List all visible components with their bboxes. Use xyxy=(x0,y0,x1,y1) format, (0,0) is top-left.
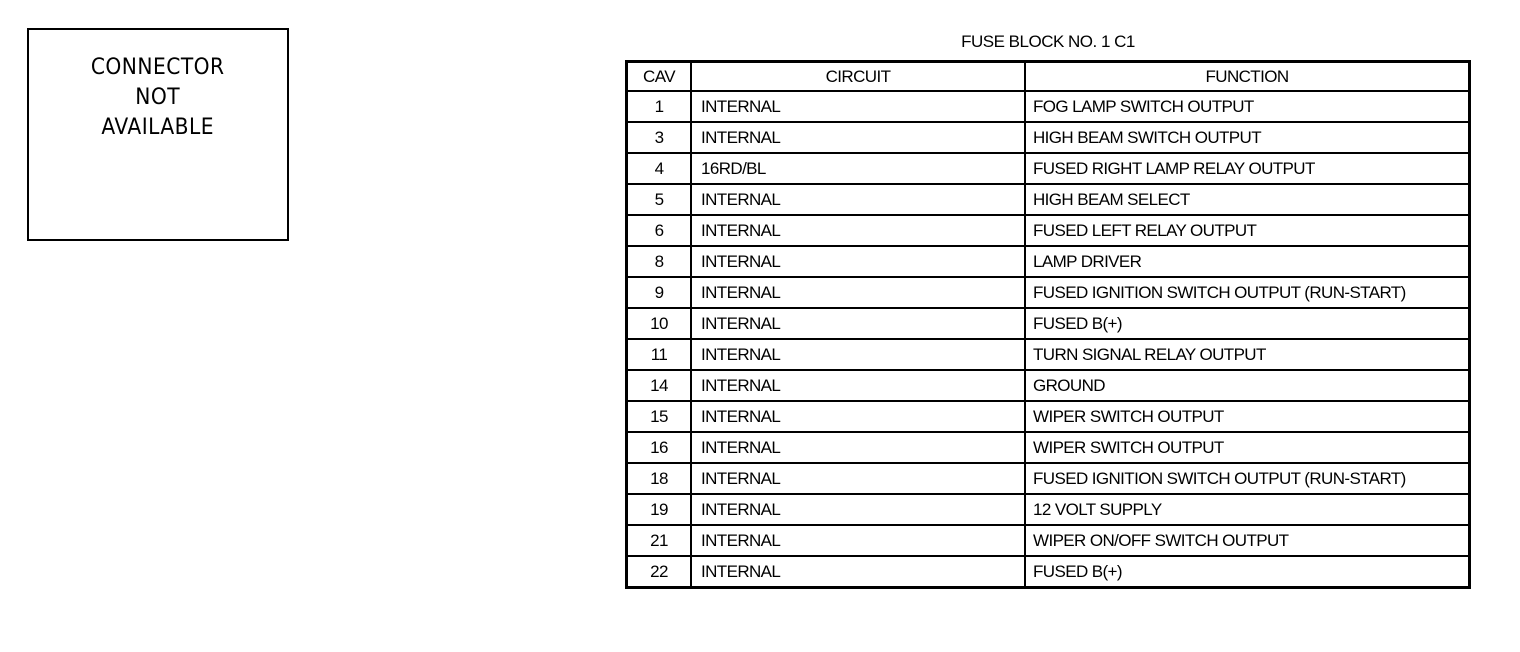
cav-cell: 10 xyxy=(627,308,692,339)
cav-cell: 3 xyxy=(627,122,692,153)
header-function: FUNCTION xyxy=(1025,62,1470,92)
cav-cell: 8 xyxy=(627,246,692,277)
circuit-cell: INTERNAL xyxy=(691,215,1025,246)
table-row xyxy=(627,463,1470,494)
function-cell: WIPER SWITCH OUTPUT xyxy=(1025,432,1470,463)
table-row xyxy=(627,370,1470,401)
circuit-cell: INTERNAL xyxy=(691,463,1025,494)
cav-cell: 15 xyxy=(627,401,692,432)
circuit-cell: INTERNAL xyxy=(691,401,1025,432)
cav-cell: 18 xyxy=(627,463,692,494)
circuit-cell: INTERNAL xyxy=(691,308,1025,339)
cav-cell: 1 xyxy=(627,91,692,122)
cav-cell: 19 xyxy=(627,494,692,525)
table-row xyxy=(627,525,1470,556)
cav-cell: 22 xyxy=(627,556,692,588)
placeholder-line: CONNECTOR xyxy=(91,54,225,80)
table-row xyxy=(627,184,1470,215)
connector-placeholder xyxy=(27,28,289,241)
function-cell: FUSED LEFT RELAY OUTPUT xyxy=(1025,215,1470,246)
table-row xyxy=(627,246,1470,277)
table-row xyxy=(627,277,1470,308)
table-body xyxy=(627,91,1470,588)
circuit-cell: INTERNAL xyxy=(691,277,1025,308)
function-cell: FUSED RIGHT LAMP RELAY OUTPUT xyxy=(1025,153,1470,184)
table-row xyxy=(627,556,1470,588)
table-row xyxy=(627,153,1470,184)
circuit-cell: INTERNAL xyxy=(691,370,1025,401)
circuit-cell: INTERNAL xyxy=(691,246,1025,277)
circuit-cell: INTERNAL xyxy=(691,494,1025,525)
header-cav: CAV xyxy=(627,62,692,92)
circuit-cell: INTERNAL xyxy=(691,122,1025,153)
table-row xyxy=(627,432,1470,463)
function-cell: LAMP DRIVER xyxy=(1025,246,1470,277)
circuit-cell: INTERNAL xyxy=(691,525,1025,556)
table-title: FUSE BLOCK NO. 1 C1 xyxy=(961,32,1135,51)
function-cell: GROUND xyxy=(1025,370,1470,401)
function-cell: FUSED B(+) xyxy=(1025,556,1470,588)
placeholder-line: NOT xyxy=(135,84,181,110)
connector-not-available-text xyxy=(91,53,225,143)
cav-cell: 5 xyxy=(627,184,692,215)
placeholder-line: AVAILABLE xyxy=(101,114,215,140)
cav-cell: 21 xyxy=(627,525,692,556)
function-cell: FUSED IGNITION SWITCH OUTPUT (RUN-START) xyxy=(1025,277,1470,308)
function-cell: HIGH BEAM SELECT xyxy=(1025,184,1470,215)
cav-cell: 6 xyxy=(627,215,692,246)
function-cell: WIPER ON/OFF SWITCH OUTPUT xyxy=(1025,525,1470,556)
circuit-cell: INTERNAL xyxy=(691,339,1025,370)
function-cell: 12 VOLT SUPPLY xyxy=(1025,494,1470,525)
function-cell: FUSED B(+) xyxy=(1025,308,1470,339)
circuit-cell: 16RD/BL xyxy=(691,153,1025,184)
circuit-cell: INTERNAL xyxy=(691,432,1025,463)
table-row xyxy=(627,91,1470,122)
cav-cell: 9 xyxy=(627,277,692,308)
table-row xyxy=(627,122,1470,153)
cav-cell: 16 xyxy=(627,432,692,463)
table-row xyxy=(627,494,1470,525)
function-cell: WIPER SWITCH OUTPUT xyxy=(1025,401,1470,432)
function-cell: FUSED IGNITION SWITCH OUTPUT (RUN-START) xyxy=(1025,463,1470,494)
function-cell: TURN SIGNAL RELAY OUTPUT xyxy=(1025,339,1470,370)
table-row xyxy=(627,215,1470,246)
table-row xyxy=(627,308,1470,339)
circuit-cell: INTERNAL xyxy=(691,91,1025,122)
cav-cell: 4 xyxy=(627,153,692,184)
function-cell: HIGH BEAM SWITCH OUTPUT xyxy=(1025,122,1470,153)
cav-cell: 14 xyxy=(627,370,692,401)
circuit-cell: INTERNAL xyxy=(691,184,1025,215)
table-row xyxy=(627,339,1470,370)
function-cell: FOG LAMP SWITCH OUTPUT xyxy=(1025,91,1470,122)
table-row xyxy=(627,401,1470,432)
circuit-cell: INTERNAL xyxy=(691,556,1025,588)
connector-pinout-table xyxy=(625,60,1471,589)
header-circuit: CIRCUIT xyxy=(691,62,1025,92)
table-header-row xyxy=(627,62,1470,92)
cav-cell: 11 xyxy=(627,339,692,370)
